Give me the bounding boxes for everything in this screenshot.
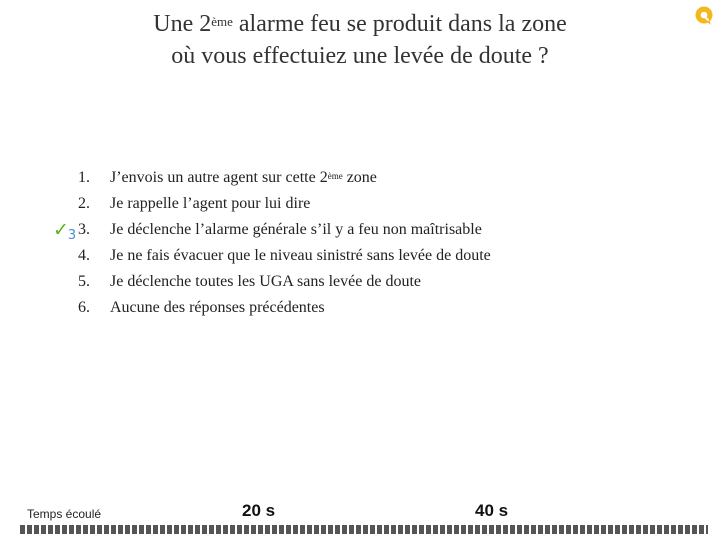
question-line-1: Une 2ème alarme feu se produit dans la zone — [153, 11, 567, 37]
answer-text: Je déclenche l’alarme générale s’il y a feu non maîtrisable — [110, 221, 482, 238]
answer-option-1[interactable] — [78, 165, 491, 191]
answer-option-3[interactable] — [53, 217, 491, 243]
answer-text: J’envois un autre agent sur cette 2ème zone — [110, 169, 377, 186]
answer-text: Je rappelle l’agent pour lui dire — [110, 195, 311, 212]
timer-mark-40: 40 s — [475, 501, 509, 520]
answer-number: 6. — [78, 299, 90, 316]
timer-mark-20: 20 s — [242, 501, 276, 520]
answer-number: 2. — [78, 195, 90, 212]
answer-text: Aucune des réponses précédentes — [110, 299, 325, 316]
timer-progress-bar — [20, 525, 708, 534]
timer-label: Temps écoulé — [27, 507, 102, 521]
answer-option-2[interactable] — [78, 191, 491, 217]
answer-number: 4. — [78, 247, 90, 264]
answer-number: 1. — [78, 169, 90, 186]
chat-bubble-icon[interactable] — [694, 6, 714, 26]
question-title — [60, 8, 660, 72]
answer-option-4[interactable] — [78, 243, 491, 269]
answer-list — [53, 165, 491, 321]
question-line-2: où vous effectuiez une levée de doute ? — [171, 43, 549, 69]
answer-text: Je déclenche toutes les UGA sans levée de doute — [110, 273, 422, 290]
correct-check-icon: ✓3 — [53, 219, 77, 243]
answer-option-6[interactable] — [78, 295, 491, 321]
answer-option-5[interactable] — [78, 269, 491, 295]
answer-number: 5. — [78, 273, 90, 290]
answer-text: Je ne fais évacuer que le niveau sinistré sans levée de doute — [110, 247, 491, 264]
answer-number: 3. — [78, 221, 90, 238]
